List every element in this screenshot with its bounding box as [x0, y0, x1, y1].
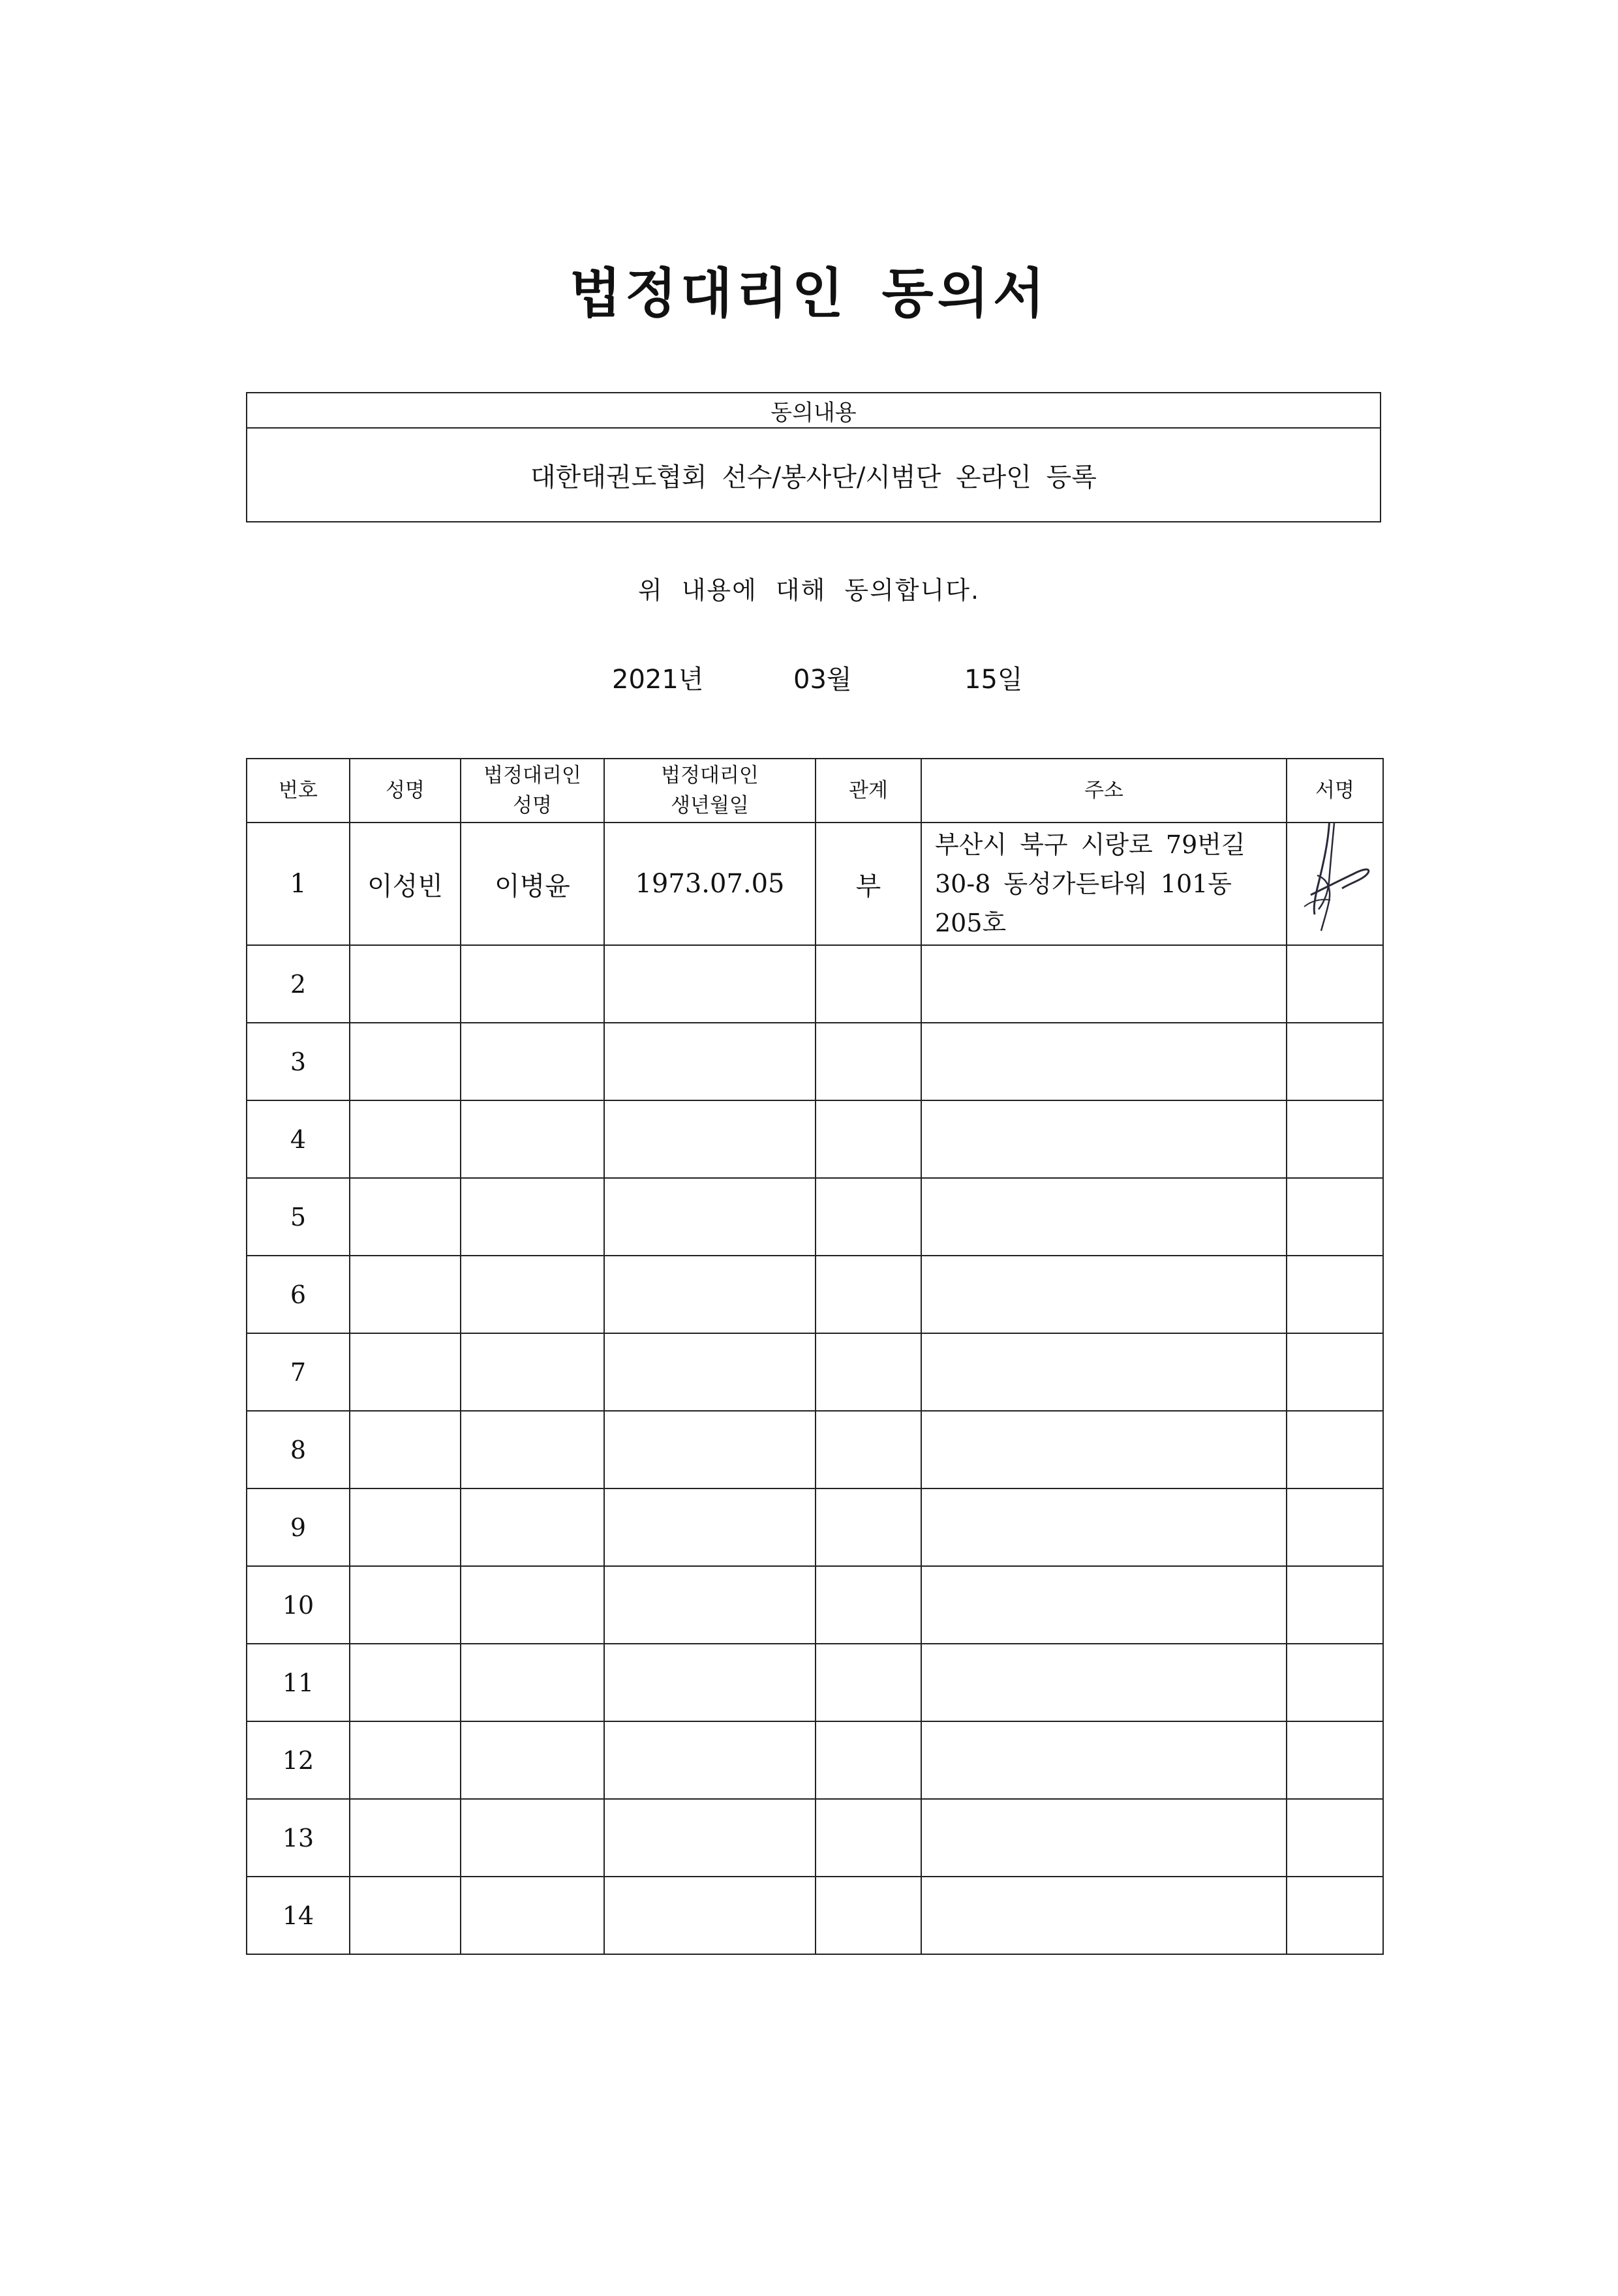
row-relation [816, 1333, 921, 1411]
row-guardian-birth [604, 1023, 816, 1100]
row-name [350, 1644, 461, 1721]
row-name [350, 1411, 461, 1488]
table-row [247, 1256, 1383, 1333]
header-guardian-name-line1: 법정대리인 [483, 764, 581, 787]
date-year: 2021년 [612, 665, 704, 695]
row-guardian-name [461, 1178, 604, 1256]
row-name: 이성빈 [350, 823, 461, 945]
row-address [921, 1566, 1287, 1644]
row-relation [816, 1256, 921, 1333]
header-guardian-birth-line1: 법정대리인 [661, 764, 759, 787]
row-relation [816, 1023, 921, 1100]
row-address [921, 1488, 1287, 1566]
row-signature [1287, 1877, 1383, 1954]
date-month: 03월 [793, 665, 852, 695]
row-name [350, 1566, 461, 1644]
row-guardian-name [461, 1877, 604, 1954]
row-number: 11 [247, 1644, 350, 1721]
row-signature [1287, 1488, 1383, 1566]
row-guardian-birth [604, 1877, 816, 1954]
row-signature [1287, 1178, 1383, 1256]
row-address [921, 1256, 1287, 1333]
table-row [247, 1411, 1383, 1488]
row-guardian-name [461, 1411, 604, 1488]
table-row [247, 1333, 1383, 1411]
row-number: 6 [247, 1256, 350, 1333]
table-row [247, 823, 1383, 945]
row-guardian-name [461, 1023, 604, 1100]
table-row [247, 945, 1383, 1023]
header-name: 성명 [350, 759, 461, 823]
row-name [350, 1877, 461, 1954]
row-address [921, 1333, 1287, 1411]
row-relation [816, 945, 921, 1023]
row-relation [816, 1799, 921, 1877]
row-number: 9 [247, 1488, 350, 1566]
row-number: 14 [247, 1877, 350, 1954]
table-row [247, 1644, 1383, 1721]
table-row [247, 1178, 1383, 1256]
row-signature [1287, 1799, 1383, 1877]
row-signature [1287, 1023, 1383, 1100]
row-guardian-birth [604, 1488, 816, 1566]
registration-table [246, 758, 1384, 1955]
header-guardian-birth [604, 759, 816, 823]
table-row [247, 1566, 1383, 1644]
row-number: 5 [247, 1178, 350, 1256]
row-guardian-birth [604, 1333, 816, 1411]
row-guardian-name [461, 1333, 604, 1411]
row-relation [816, 1877, 921, 1954]
row-relation [816, 1488, 921, 1566]
row-guardian-name [461, 1799, 604, 1877]
row-signature [1287, 1333, 1383, 1411]
row-signature [1287, 823, 1383, 945]
row-guardian-birth [604, 1799, 816, 1877]
row-address [921, 945, 1287, 1023]
row-address: 부산시 북구 시랑로 79번길 30-8 동성가든타워 101동 205호 [921, 823, 1287, 945]
row-guardian-name [461, 1566, 604, 1644]
row-number: 10 [247, 1566, 350, 1644]
table-row [247, 1799, 1383, 1877]
handwritten-signature [1291, 823, 1382, 941]
header-guardian-birth-line2: 생년월일 [671, 794, 749, 817]
row-signature [1287, 1721, 1383, 1799]
agreement-statement: 위 내용에 대해 동의합니다. [637, 576, 981, 605]
header-guardian-name [461, 759, 604, 823]
row-name [350, 1100, 461, 1178]
row-number: 7 [247, 1333, 350, 1411]
row-name [350, 1256, 461, 1333]
row-guardian-name: 이병윤 [461, 823, 604, 945]
consent-header: 동의내용 [247, 393, 1380, 429]
row-relation [816, 1178, 921, 1256]
row-guardian-birth [604, 1644, 816, 1721]
header-number: 번호 [247, 759, 350, 823]
date-day: 15일 [964, 665, 1023, 695]
row-guardian-birth: 1973.07.05 [604, 823, 816, 945]
row-relation: 부 [816, 823, 921, 945]
row-guardian-name [461, 1721, 604, 1799]
row-signature [1287, 1256, 1383, 1333]
row-address [921, 1178, 1287, 1256]
row-guardian-birth [604, 1100, 816, 1178]
row-name [350, 1178, 461, 1256]
row-guardian-name [461, 945, 604, 1023]
row-number: 4 [247, 1100, 350, 1178]
row-number: 2 [247, 945, 350, 1023]
row-address [921, 1877, 1287, 1954]
row-address [921, 1411, 1287, 1488]
table-row [247, 1721, 1383, 1799]
row-guardian-birth [604, 945, 816, 1023]
row-address [921, 1799, 1287, 1877]
row-relation [816, 1721, 921, 1799]
row-guardian-name [461, 1256, 604, 1333]
row-name [350, 1488, 461, 1566]
consent-box [246, 392, 1381, 522]
row-name [350, 945, 461, 1023]
page-title: 법정대리인 동의서 [569, 262, 1049, 325]
row-number: 13 [247, 1799, 350, 1877]
row-address [921, 1721, 1287, 1799]
row-number: 8 [247, 1411, 350, 1488]
row-address [921, 1644, 1287, 1721]
row-number: 12 [247, 1721, 350, 1799]
row-guardian-name [461, 1100, 604, 1178]
row-number: 3 [247, 1023, 350, 1100]
row-guardian-birth [604, 1411, 816, 1488]
consent-content: 대한태권도협회 선수/봉사단/시범단 온라인 등록 [530, 462, 1097, 492]
row-guardian-birth [604, 1178, 816, 1256]
row-signature [1287, 1411, 1383, 1488]
row-signature [1287, 945, 1383, 1023]
header-guardian-name-line2: 성명 [513, 794, 552, 817]
table-row [247, 1100, 1383, 1178]
row-relation [816, 1411, 921, 1488]
row-guardian-name [461, 1488, 604, 1566]
row-name [350, 1721, 461, 1799]
table-row [247, 1488, 1383, 1566]
row-relation [816, 1100, 921, 1178]
row-number: 1 [247, 823, 350, 945]
row-guardian-birth [604, 1256, 816, 1333]
table-row [247, 1877, 1383, 1954]
row-name [350, 1333, 461, 1411]
header-relation: 관계 [816, 759, 921, 823]
row-address [921, 1100, 1287, 1178]
table-header-row [247, 759, 1383, 823]
header-signature: 서명 [1287, 759, 1383, 823]
row-address [921, 1023, 1287, 1100]
row-signature [1287, 1100, 1383, 1178]
row-name [350, 1023, 461, 1100]
row-guardian-name [461, 1644, 604, 1721]
row-guardian-birth [604, 1566, 816, 1644]
header-address: 주소 [921, 759, 1287, 823]
row-relation [816, 1566, 921, 1644]
row-signature [1287, 1644, 1383, 1721]
row-relation [816, 1644, 921, 1721]
row-name [350, 1799, 461, 1877]
row-guardian-birth [604, 1721, 816, 1799]
row-signature [1287, 1566, 1383, 1644]
table-row [247, 1023, 1383, 1100]
